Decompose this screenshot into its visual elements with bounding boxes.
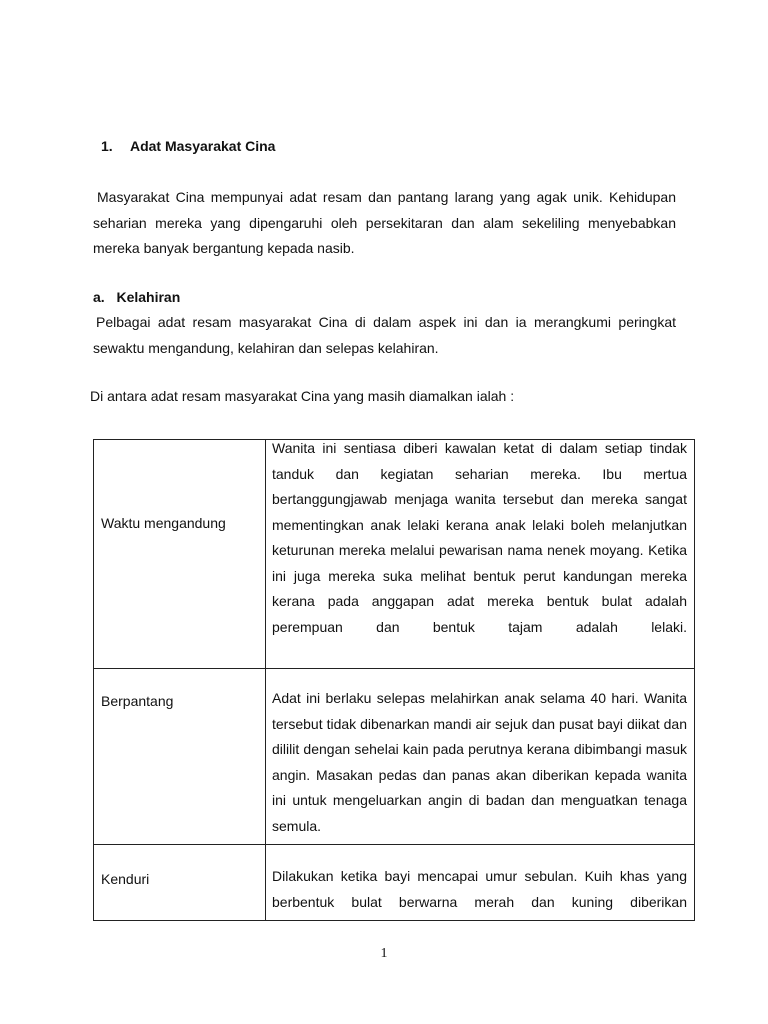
table-label-cell [94,845,266,921]
table-desc-cell [266,440,695,669]
row-label: Waktu mengandung [101,515,226,531]
row-description: Adat ini berlaku selepas melahirkan anak selama 40 hari. Wanita tersebut tidak dibenarkan mandi air sejuk dan pusat bayi diikat dan dililit dengan sehelai kain pada perutnya kerana dibimbangi masuk angin. Masakan pedas dan panas akan diberikan kepada wanita ini untuk mengeluarkan angin di badan dan menguatkan tenaga semula. [272,690,687,834]
page-number: 1 [380,946,388,961]
table-row [94,440,695,669]
table-label-cell [94,669,266,845]
list-intro-text: Di antara adat resam masyarakat Cina yang masih diamalkan ialah : [90,388,515,404]
list-intro [90,388,514,404]
subsection-paragraph [93,310,676,361]
table-row [94,669,695,845]
row-description: Dilakukan ketika bayi mencapai umur sebulan. Kuih khas yang berbentuk bulat berwarna merah dan kuning diberikan [272,868,687,910]
section-heading [101,138,275,154]
table-desc-cell [266,845,695,921]
table-desc-cell [266,669,695,845]
intro-paragraph [93,185,676,262]
table-row [94,845,695,921]
section-title: Adat Masyarakat Cina [129,138,276,154]
subsection-letter: a. [93,289,105,305]
section-number: 1. [101,138,113,154]
table-label-cell [94,440,266,669]
subsection-title: Kelahiran [116,289,181,305]
customs-table [93,439,695,921]
intro-paragraph-text: Masyarakat Cina mempunyai adat resam dan pantang larang yang agak unik. Kehidupan seharian mereka yang dipengaruhi oleh persekitaran dan alam sekeliling menyebabkan mereka banyak bergantung kepada nasib. [93,189,676,256]
subsection-heading [93,289,180,305]
row-label: Kenduri [101,871,150,887]
row-description: Wanita ini sentiasa diberi kawalan ketat di dalam setiap tindak tanduk dan kegiatan seharian mereka. Ibu mertua bertanggungjawab menjaga wanita tersebut dan mereka sangat mementingkan anak lelaki kerana anak lelaki boleh melanjutkan keturunan mereka melalui pewarisan nama nenek moyang. Ketika ini juga mereka suka melihat bentuk perut kandungan mereka kerana pada anggapan adat mereka bentuk bulat adalah perempuan dan bentuk tajam adalah lelaki. [272,440,687,635]
row-label: Berpantang [101,693,174,709]
subsection-paragraph-text: Pelbagai adat resam masyarakat Cina di dalam aspek ini dan ia merangkumi peringkat sewaktu mengandung, kelahiran dan selepas kelahiran. [93,314,676,356]
